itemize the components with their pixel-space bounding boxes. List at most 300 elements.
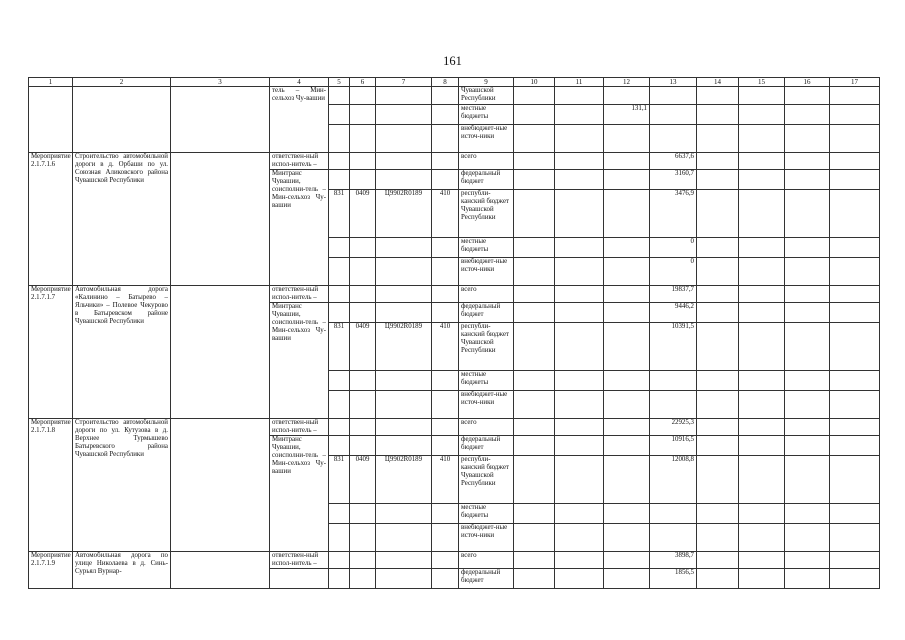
- funding-source: федеральный бюджет: [459, 303, 514, 323]
- value-col-11: [555, 371, 604, 391]
- value-col-12: [604, 524, 650, 552]
- value-col-10: [514, 504, 555, 524]
- value-col-13: [650, 504, 697, 524]
- funding-source: республи-канский бюджет Чувашской Республики: [459, 323, 514, 371]
- column-number: 3: [171, 78, 270, 87]
- value-col-13: 3898,7: [650, 552, 697, 569]
- column-number: 10: [514, 78, 555, 87]
- value-col-13: [650, 87, 697, 105]
- vr-code: 410: [432, 323, 459, 371]
- funding-source: местные бюджеты: [459, 105, 514, 125]
- table-row: [29, 153, 880, 170]
- value-col-11: [555, 105, 604, 125]
- value-col-12: [604, 371, 650, 391]
- value-col-17: [830, 153, 880, 170]
- funding-source: внебюджет-ные источ-ники: [459, 258, 514, 286]
- funding-source: всего: [459, 153, 514, 170]
- goal-cell: [171, 419, 270, 552]
- csr-code: [376, 524, 432, 552]
- value-col-16: [785, 258, 830, 286]
- vr-code: [432, 153, 459, 170]
- value-col-12: [604, 170, 650, 190]
- column-number-row: [29, 78, 880, 87]
- value-col-16: [785, 238, 830, 258]
- value-col-15: [739, 552, 785, 569]
- value-col-17: [830, 258, 880, 286]
- value-col-10: [514, 125, 555, 153]
- executor-top: ответствен-ный испол-нитель –: [270, 286, 329, 303]
- value-col-10: [514, 371, 555, 391]
- value-col-11: [555, 303, 604, 323]
- column-number: 6: [350, 78, 376, 87]
- value-col-17: [830, 125, 880, 153]
- grbs-code: [329, 286, 350, 303]
- funding-source: всего: [459, 552, 514, 569]
- table-row: [29, 419, 880, 436]
- value-col-15: [739, 371, 785, 391]
- value-col-12: [604, 391, 650, 419]
- value-col-17: [830, 105, 880, 125]
- value-col-10: [514, 105, 555, 125]
- grbs-code: [329, 419, 350, 436]
- grbs-code: [329, 569, 350, 589]
- rzpr-code: [350, 436, 376, 456]
- value-col-14: [697, 125, 739, 153]
- value-col-13: 10391,5: [650, 323, 697, 371]
- value-col-11: [555, 504, 604, 524]
- value-col-11: [555, 419, 604, 436]
- goal-cell: [171, 286, 270, 419]
- value-col-11: [555, 524, 604, 552]
- value-col-16: [785, 105, 830, 125]
- value-col-11: [555, 456, 604, 504]
- value-col-16: [785, 303, 830, 323]
- value-col-14: [697, 238, 739, 258]
- measure-name: Строительство автомобильной дороги в д. Орбаши по ул. Союзная Аликовского района Чувашской Республики: [73, 153, 171, 286]
- column-number: 1: [29, 78, 73, 87]
- value-col-11: [555, 190, 604, 238]
- rzpr-code: [350, 303, 376, 323]
- value-col-10: [514, 238, 555, 258]
- value-col-14: [697, 170, 739, 190]
- rzpr-code: [350, 238, 376, 258]
- value-col-14: [697, 391, 739, 419]
- value-col-17: [830, 303, 880, 323]
- vr-code: [432, 552, 459, 569]
- value-col-10: [514, 419, 555, 436]
- grbs-code: [329, 391, 350, 419]
- value-col-12: [604, 286, 650, 303]
- grbs-code: [329, 238, 350, 258]
- grbs-code: [329, 258, 350, 286]
- executor-rest: Минтранс Чувашии, соисполни-тель – Мин-сельхоз Чу-вашии: [270, 436, 329, 552]
- value-col-16: [785, 436, 830, 456]
- measure-id: Мероприятие 2.1.7.1.9: [29, 552, 73, 589]
- csr-code: Ц9902R0189: [376, 190, 432, 238]
- csr-code: Ц9902R0189: [376, 456, 432, 504]
- value-col-16: [785, 87, 830, 105]
- value-col-12: 131,1: [604, 105, 650, 125]
- grbs-code: [329, 371, 350, 391]
- value-col-13: 0: [650, 238, 697, 258]
- value-col-17: [830, 170, 880, 190]
- funding-source: Чувашской Республики: [459, 87, 514, 105]
- value-col-15: [739, 569, 785, 589]
- value-col-17: [830, 323, 880, 371]
- code-cell-5: [329, 125, 350, 153]
- code-cell-8: [432, 105, 459, 125]
- value-col-11: [555, 552, 604, 569]
- csr-code: [376, 258, 432, 286]
- value-col-10: [514, 258, 555, 286]
- executor-top: ответствен-ный испол-нитель –: [270, 552, 329, 569]
- funding-source: внебюджет-ные источ-ники: [459, 391, 514, 419]
- measure-id: Мероприятие 2.1.7.1.8: [29, 419, 73, 552]
- value-col-12: [604, 238, 650, 258]
- rzpr-code: [350, 504, 376, 524]
- value-col-15: [739, 303, 785, 323]
- value-col-16: [785, 504, 830, 524]
- value-col-12: [604, 87, 650, 105]
- column-number: 11: [555, 78, 604, 87]
- grbs-code: 831: [329, 190, 350, 238]
- vr-code: [432, 419, 459, 436]
- value-col-14: [697, 552, 739, 569]
- value-col-15: [739, 436, 785, 456]
- value-col-11: [555, 153, 604, 170]
- code-cell-7: [376, 87, 432, 105]
- value-col-17: [830, 419, 880, 436]
- vr-code: [432, 371, 459, 391]
- code-cell-6: [350, 125, 376, 153]
- value-col-11: [555, 87, 604, 105]
- value-col-14: [697, 436, 739, 456]
- value-col-13: 6637,6: [650, 153, 697, 170]
- executor-cell: тель – Мин-сельхоз Чу-вашии: [270, 87, 329, 153]
- value-col-14: [697, 87, 739, 105]
- value-col-14: [697, 258, 739, 286]
- grbs-code: [329, 170, 350, 190]
- vr-code: [432, 238, 459, 258]
- funding-source: внебюджет-ные источ-ники: [459, 524, 514, 552]
- rzpr-code: [350, 371, 376, 391]
- value-col-13: 3160,7: [650, 170, 697, 190]
- value-col-14: [697, 524, 739, 552]
- csr-code: [376, 286, 432, 303]
- rzpr-code: 0409: [350, 323, 376, 371]
- measure-name: Строительство автомобильной дороги по ул. Кутузова в д. Верхнее Турмышево Батыревского района Чувашской Республики: [73, 419, 171, 552]
- value-col-17: [830, 238, 880, 258]
- rzpr-code: [350, 552, 376, 569]
- goal-cell: [171, 153, 270, 286]
- table-row: [29, 87, 880, 105]
- value-col-10: [514, 456, 555, 504]
- csr-code: [376, 419, 432, 436]
- csr-code: [376, 303, 432, 323]
- vr-code: [432, 504, 459, 524]
- value-col-13: 3476,9: [650, 190, 697, 238]
- grbs-code: [329, 552, 350, 569]
- rzpr-code: [350, 286, 376, 303]
- code-cell-8: [432, 125, 459, 153]
- value-col-11: [555, 286, 604, 303]
- value-col-12: [604, 153, 650, 170]
- value-col-10: [514, 153, 555, 170]
- value-col-16: [785, 153, 830, 170]
- funding-source: местные бюджеты: [459, 238, 514, 258]
- value-col-12: [604, 258, 650, 286]
- rzpr-code: 0409: [350, 190, 376, 238]
- funding-source: внебюджет-ные источ-ники: [459, 125, 514, 153]
- value-col-14: [697, 190, 739, 238]
- value-col-15: [739, 87, 785, 105]
- value-col-12: [604, 190, 650, 238]
- value-col-13: [650, 524, 697, 552]
- funding-source: федеральный бюджет: [459, 569, 514, 589]
- value-col-14: [697, 303, 739, 323]
- value-col-11: [555, 125, 604, 153]
- value-col-12: [604, 436, 650, 456]
- funding-source: местные бюджеты: [459, 504, 514, 524]
- value-col-15: [739, 238, 785, 258]
- value-col-10: [514, 303, 555, 323]
- value-col-10: [514, 286, 555, 303]
- column-number: 8: [432, 78, 459, 87]
- value-col-13: 0: [650, 258, 697, 286]
- value-col-10: [514, 323, 555, 371]
- value-col-13: [650, 391, 697, 419]
- value-col-12: [604, 504, 650, 524]
- csr-code: [376, 391, 432, 419]
- value-col-17: [830, 552, 880, 569]
- funding-source: республи-канский бюджет Чувашской Республики: [459, 190, 514, 238]
- csr-code: [376, 436, 432, 456]
- rzpr-code: [350, 524, 376, 552]
- value-col-11: [555, 238, 604, 258]
- value-col-15: [739, 391, 785, 419]
- rzpr-code: [350, 391, 376, 419]
- rzpr-code: [350, 258, 376, 286]
- grbs-code: [329, 153, 350, 170]
- value-col-16: [785, 391, 830, 419]
- value-col-14: [697, 105, 739, 125]
- value-col-11: [555, 436, 604, 456]
- executor-top: ответствен-ный испол-нитель –: [270, 419, 329, 436]
- funding-source: всего: [459, 286, 514, 303]
- code-cell-5: [329, 87, 350, 105]
- value-col-16: [785, 190, 830, 238]
- code-cell-6: [350, 105, 376, 125]
- vr-code: [432, 436, 459, 456]
- value-col-14: [697, 323, 739, 371]
- column-number: 2: [73, 78, 171, 87]
- grbs-code: [329, 524, 350, 552]
- value-col-14: [697, 153, 739, 170]
- value-col-13: [650, 125, 697, 153]
- vr-code: [432, 286, 459, 303]
- value-col-10: [514, 87, 555, 105]
- goal-cell: [171, 552, 270, 589]
- value-col-11: [555, 391, 604, 419]
- value-col-14: [697, 419, 739, 436]
- value-col-16: [785, 125, 830, 153]
- csr-code: [376, 238, 432, 258]
- value-col-16: [785, 170, 830, 190]
- grbs-code: [329, 436, 350, 456]
- value-col-12: [604, 323, 650, 371]
- vr-code: [432, 569, 459, 589]
- column-number: 7: [376, 78, 432, 87]
- measure-name: Автомобильная дорога «Калинино – Батырево – Яльчики» – Полевое Чекурово в Батыревском районе Чувашской Республики: [73, 286, 171, 419]
- funding-source: всего: [459, 419, 514, 436]
- measure-id-cell: [29, 87, 73, 153]
- value-col-15: [739, 323, 785, 371]
- measure-name-cell: [73, 87, 171, 153]
- value-col-17: [830, 87, 880, 105]
- column-number: 17: [830, 78, 880, 87]
- value-col-16: [785, 323, 830, 371]
- value-col-10: [514, 391, 555, 419]
- value-col-10: [514, 436, 555, 456]
- value-col-10: [514, 190, 555, 238]
- csr-code: [376, 371, 432, 391]
- vr-code: [432, 524, 459, 552]
- vr-code: 410: [432, 190, 459, 238]
- value-col-11: [555, 170, 604, 190]
- value-col-10: [514, 524, 555, 552]
- value-col-14: [697, 456, 739, 504]
- value-col-10: [514, 170, 555, 190]
- executor-rest: [270, 569, 329, 589]
- value-col-16: [785, 371, 830, 391]
- rzpr-code: 0409: [350, 456, 376, 504]
- vr-code: [432, 391, 459, 419]
- value-col-16: [785, 552, 830, 569]
- value-col-11: [555, 258, 604, 286]
- table-row: [29, 286, 880, 303]
- budget-table: [28, 77, 880, 589]
- value-col-14: [697, 286, 739, 303]
- value-col-15: [739, 105, 785, 125]
- executor-top: ответствен-ный испол-нитель –: [270, 153, 329, 170]
- csr-code: [376, 552, 432, 569]
- funding-source: федеральный бюджет: [459, 170, 514, 190]
- value-col-12: [604, 552, 650, 569]
- value-col-13: [650, 371, 697, 391]
- vr-code: [432, 170, 459, 190]
- code-cell-8: [432, 87, 459, 105]
- value-col-17: [830, 371, 880, 391]
- value-col-15: [739, 170, 785, 190]
- value-col-10: [514, 569, 555, 589]
- value-col-16: [785, 569, 830, 589]
- vr-code: [432, 303, 459, 323]
- value-col-12: [604, 456, 650, 504]
- page-number: 161: [443, 54, 462, 68]
- rzpr-code: [350, 170, 376, 190]
- value-col-10: [514, 552, 555, 569]
- value-col-13: 22925,3: [650, 419, 697, 436]
- code-cell-7: [376, 125, 432, 153]
- column-number: 14: [697, 78, 739, 87]
- value-col-15: [739, 456, 785, 504]
- funding-source: республи-канский бюджет Чувашской Республики: [459, 456, 514, 504]
- value-col-17: [830, 504, 880, 524]
- value-col-12: [604, 419, 650, 436]
- value-col-15: [739, 419, 785, 436]
- value-col-15: [739, 153, 785, 170]
- value-col-11: [555, 569, 604, 589]
- value-col-13: 19837,7: [650, 286, 697, 303]
- csr-code: [376, 504, 432, 524]
- value-col-16: [785, 286, 830, 303]
- measure-name: Автомобильная дорога по улице Николаева в д. Синь-Сурьял Вурнар-: [73, 552, 171, 589]
- goal-cell: [171, 87, 270, 153]
- funding-source: местные бюджеты: [459, 371, 514, 391]
- value-col-17: [830, 190, 880, 238]
- value-col-12: [604, 569, 650, 589]
- value-col-14: [697, 504, 739, 524]
- rzpr-code: [350, 569, 376, 589]
- value-col-17: [830, 436, 880, 456]
- measure-id: Мероприятие 2.1.7.1.6: [29, 153, 73, 286]
- csr-code: Ц9902R0189: [376, 323, 432, 371]
- value-col-13: 10916,5: [650, 436, 697, 456]
- executor-rest: Минтранс Чувашии, соисполни-тель – Мин-сельхоз Чу-вашии: [270, 170, 329, 286]
- value-col-17: [830, 286, 880, 303]
- column-number: 5: [329, 78, 350, 87]
- code-cell-6: [350, 87, 376, 105]
- column-number: 16: [785, 78, 830, 87]
- column-number: 9: [459, 78, 514, 87]
- measure-id: Мероприятие 2.1.7.1.7: [29, 286, 73, 419]
- value-col-16: [785, 456, 830, 504]
- grbs-code: 831: [329, 323, 350, 371]
- value-col-14: [697, 371, 739, 391]
- column-number: 12: [604, 78, 650, 87]
- value-col-11: [555, 323, 604, 371]
- executor-rest: Минтранс Чувашии, соисполни-тель – Мин-сельхоз Чу-вашии: [270, 303, 329, 419]
- funding-source: федеральный бюджет: [459, 436, 514, 456]
- value-col-15: [739, 286, 785, 303]
- csr-code: [376, 569, 432, 589]
- value-col-14: [697, 569, 739, 589]
- value-col-13: [650, 105, 697, 125]
- value-col-17: [830, 456, 880, 504]
- value-col-13: 9446,2: [650, 303, 697, 323]
- vr-code: [432, 258, 459, 286]
- table-row: [29, 552, 880, 569]
- value-col-17: [830, 524, 880, 552]
- value-col-12: [604, 303, 650, 323]
- rzpr-code: [350, 419, 376, 436]
- value-col-16: [785, 419, 830, 436]
- value-col-12: [604, 125, 650, 153]
- value-col-15: [739, 504, 785, 524]
- column-number: 4: [270, 78, 329, 87]
- column-number: 15: [739, 78, 785, 87]
- value-col-17: [830, 569, 880, 589]
- value-col-15: [739, 524, 785, 552]
- grbs-code: [329, 303, 350, 323]
- value-col-13: 12008,8: [650, 456, 697, 504]
- column-number: 13: [650, 78, 697, 87]
- rzpr-code: [350, 153, 376, 170]
- value-col-15: [739, 190, 785, 238]
- value-col-15: [739, 125, 785, 153]
- vr-code: 410: [432, 456, 459, 504]
- grbs-code: 831: [329, 456, 350, 504]
